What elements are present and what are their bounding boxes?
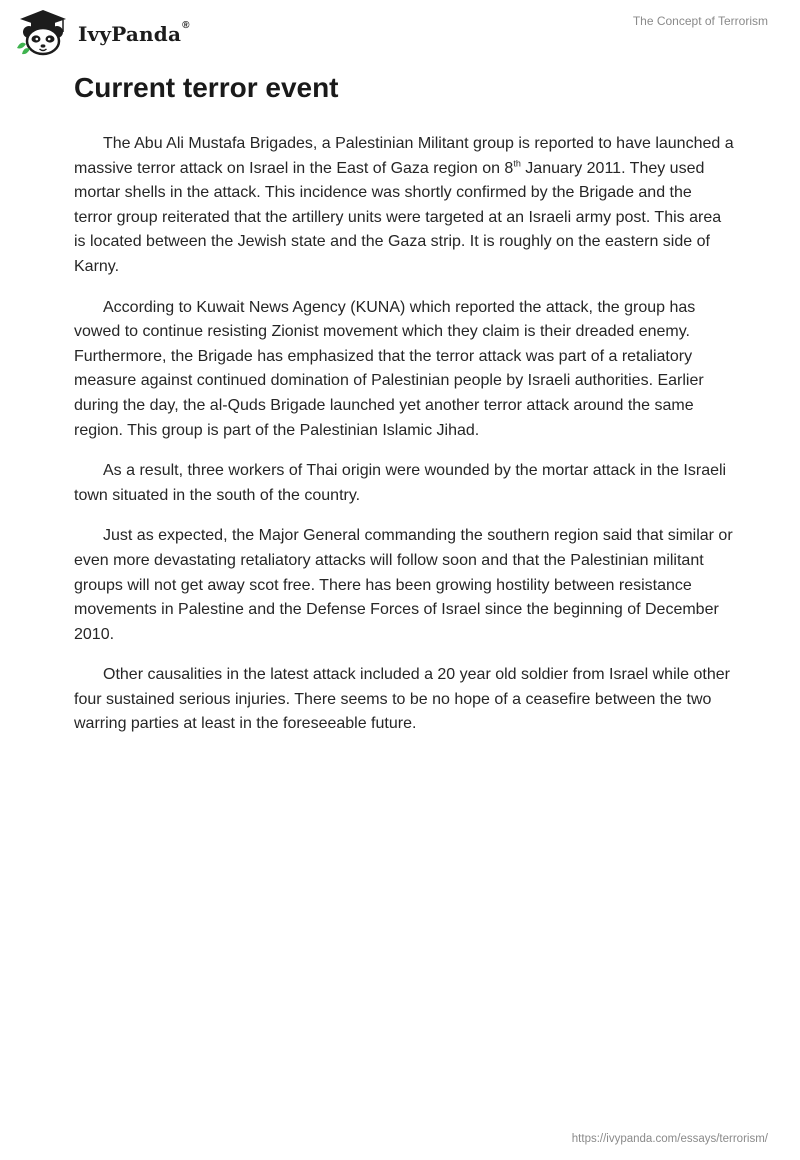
paragraph-2: According to Kuwait News Agency (KUNA) which reported the attack, the group has vowed to continue resisting Zionist movement which they claim is their dreaded enemy. Furthermore, the Brigade has emphasized that the terror attack was part of a retaliatory measure against continued domination of Palestinian people by Israeli authorities. Earlier during the day, the al-Quds Brigade launched yet another terror attack around the same region. This group is part of the Palestinian Islamic Jihad. (74, 298, 704, 439)
paragraph-4: Just as expected, the Major General commanding the southern region said that similar or even more devastating retaliatory attacks will follow soon and that the Palestinian militant groups will not get away scot free. There has been growing hostility between resistance movements in Palestine and the Defense Forces of Israel since the beginning of December 2010. (74, 527, 733, 643)
essay-body (74, 132, 734, 753)
brand-wordmark: IvyPanda® (78, 20, 190, 46)
panda-graduate-logo-icon (14, 8, 72, 56)
paragraph-5: Other causalities in the latest attack included a 20 year old soldier from Israel while other four sustained serious injuries. There seems to be no hope of a ceasefire between the two warring parties at least in the foreseeable future. (74, 666, 730, 733)
paragraph-1: The Abu Ali Mustafa Brigades, a Palestinian Militant group is reported to have launched a massive terror attack on Israel in the East of Gaza region on 8th January 2011. They used mortar shells in the attack. This incidence was shortly confirmed by the Brigade and the terror group reiterated that the artillery units were targeted at an Israeli army post. This area is located between the Jewish state and the Gaza strip. It is roughly on the eastern side of Karny. (74, 135, 734, 275)
brand-logo[interactable] (14, 8, 190, 56)
ordinal-suffix: th (513, 158, 521, 169)
running-header-title: The Concept of Terrorism (632, 14, 768, 28)
source-url-link[interactable]: https://ivypanda.com/essays/terrorism/ (571, 1133, 768, 1145)
paragraph-3: As a result, three workers of Thai origin were wounded by the mortar attack in the Israeli town situated in the south of the country. (74, 462, 727, 504)
page-title: Current terror event (74, 72, 339, 103)
registered-mark: ® (182, 20, 190, 31)
